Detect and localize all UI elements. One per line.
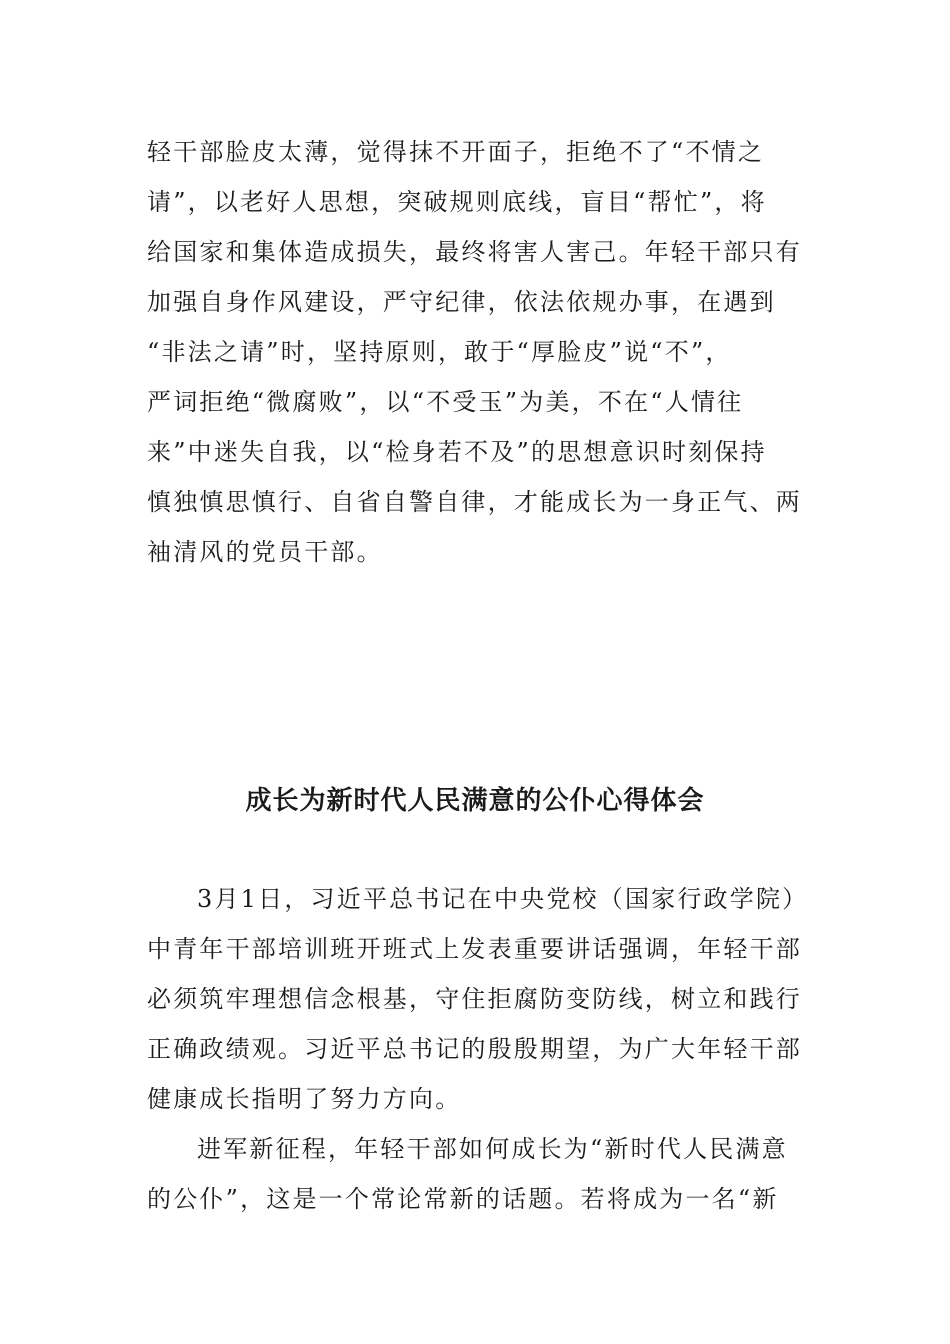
text-line: 请”，以老好人思想，突破规则底线，盲目“帮忙”，将 bbox=[147, 188, 767, 216]
text-line: 健康成长指明了努力方向。 bbox=[147, 1085, 462, 1113]
text-line: 轻干部脸皮太薄，觉得抹不开面子，拒绝不了“不情之 bbox=[147, 138, 765, 166]
continuation-paragraph bbox=[147, 127, 802, 577]
text-line: “非法之请”时，坚持原则，敢于“厚脸皮”说“不”， bbox=[147, 338, 732, 366]
text-line: 慎独慎思慎行、自省自警自律，才能成长为一身正气、两 bbox=[147, 488, 802, 516]
text-line: 进军新征程，年轻干部如何成长为“新时代人民满意 bbox=[197, 1135, 788, 1163]
text-line: 加强自身作风建设，严守纪律，依法依规办事，在遇到 bbox=[147, 288, 776, 316]
text-line: 的公仆”，这是一个常论常新的话题。若将成为一名“新 bbox=[147, 1185, 779, 1213]
text-line: 给国家和集体造成损失，最终将害人害己。年轻干部只有 bbox=[147, 238, 802, 266]
paragraph-1 bbox=[147, 874, 809, 1124]
paragraph-2 bbox=[147, 1124, 787, 1224]
text-line: 必须筑牢理想信念根基，守住拒腐防变防线，树立和践行 bbox=[147, 985, 802, 1013]
text-line: 中青年干部培训班开班式上发表重要讲话强调，年轻干部 bbox=[147, 935, 802, 963]
text-line: 正确政绩观。习近平总书记的殷殷期望，为广大年轻干部 bbox=[147, 1035, 802, 1063]
article-title: 成长为新时代人民满意的公仆心得体会 bbox=[245, 786, 705, 816]
text-line: 严词拒绝“微腐败”，以“不受玉”为美，不在“人情往 bbox=[147, 388, 744, 416]
text-line: 3月1日，习近平总书记在中央党校（国家行政学院） bbox=[197, 885, 809, 913]
text-line: 来”中迷失自我，以“检身若不及”的思想意识时刻保持 bbox=[147, 438, 767, 466]
text-line: 袖清风的党员干部。 bbox=[147, 538, 383, 566]
